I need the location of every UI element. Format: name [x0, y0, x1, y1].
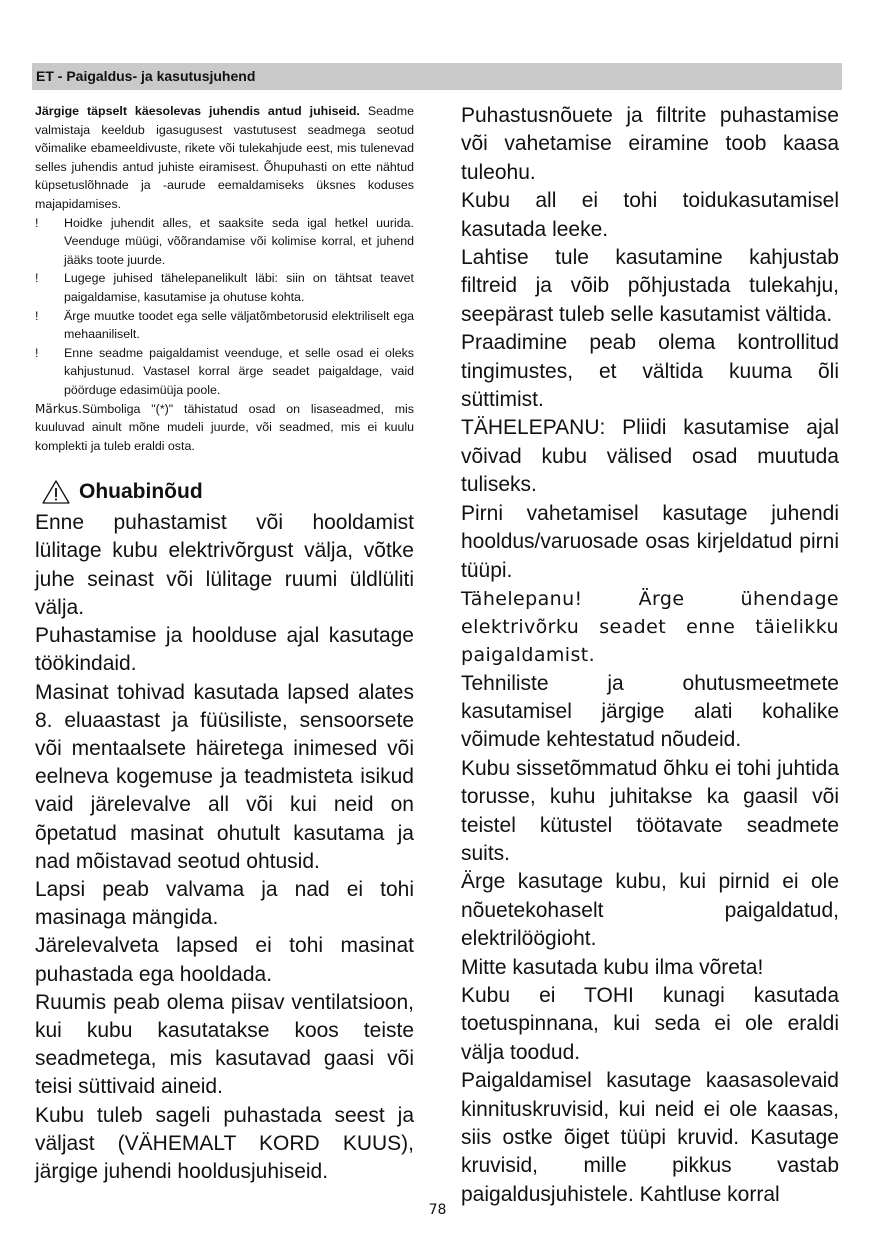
paragraph: Kubu ei TOHI kunagi kasutada toetuspinnana, kui seda ei ole eraldi välja toodud. — [461, 983, 839, 1064]
paragraph: Puhastamise ja hoolduse ajal kasutage töökindaid. — [35, 624, 414, 676]
intro-bold: Järgige täpselt käesolevas juhendis antud juhiseid. — [35, 104, 360, 118]
page-number: 78 — [428, 1202, 447, 1218]
list-item-text: Ärge muutke toodet ega selle väljatõmbetorusid elektriliselt ega mehaaniliselt. — [64, 308, 414, 342]
warning-title: Ohuabinõud — [79, 480, 203, 504]
list-item — [35, 344, 414, 400]
section-header-bar — [32, 63, 842, 90]
paragraph: Paigaldamisel kasutage kaasasolevaid kinnituskruvisid, kui neid ei ole kaasas, siis ostke õiget tüüpi kruvid. Kasutage kruvisid, mille pikkus vastab paigaldusjuhistele. Kahtluse korral — [461, 1069, 839, 1206]
list-item-text: Enne seadme paigaldamist veenduge, et selle osad ei oleks kahjustunud. Vastasel korral ärge seadet paigaldage, vaid pöörduge edasimüüja poole. — [64, 345, 414, 397]
paragraph: Praadimine peab olema kontrollitud tingimustes, et vältida kuuma õli süttimist. — [461, 331, 839, 412]
note-paragraph — [35, 400, 414, 456]
list-item — [35, 269, 414, 306]
bullet-list — [35, 214, 414, 400]
paragraph: Puhastusnõuete ja filtrite puhastamise või vahetamise eiramine toob kaasa tuleohu. — [461, 104, 839, 184]
warning-triangle-icon — [41, 479, 71, 505]
list-item — [35, 307, 414, 344]
paragraph: Kubu sissetõmmatud õhku ei tohi juhtida torusse, kuhu juhitakse ka gaasil või teistel kütustel töötavate seadmete suits. — [461, 756, 839, 865]
attention-paragraph: Tähelepanu! Ärge ühendage elektrivõrku seadet enne täielikku paigaldamist. — [461, 587, 839, 667]
exclamation-mark: ! — [35, 215, 39, 230]
paragraph: Kubu all ei tohi toidukasutamisel kasutada leeke. — [461, 189, 839, 241]
paragraph: Lahtise tule kasutamine kahjustab filtreid ja võib põhjustada tulekahju, seepärast tuleb selle kasutamist vältida. — [461, 246, 839, 326]
paragraph: TÄHELEPANU: Pliidi kasutamise ajal võivad kubu välised osad muutuda tuliseks. — [461, 416, 839, 497]
paragraph: Ärge kasutage kubu, kui pirnid ei ole nõuetekohaselt paigaldatud, elektrilöögioht. — [461, 870, 839, 951]
note-text: Sümboliga "(*)" tähistatud osad on lisaseadmed, mis kuuluvad ainult mõne mudeli juurde, või seadmed, mis ei kuulu komplekti ja tuleb eraldi osta. — [35, 401, 414, 453]
paragraph: Ruumis peab olema piisav ventilatsioon, kui kubu kasutatakse koos teiste seadmetega, mis kasutavad gaasi või teisi süttivaid aineid. — [35, 990, 414, 1099]
paragraph: Masinat tohivad kasutada lapsed alates 8. eluaastast ja füüsiliste, sensoorsete või mentaalsete häiretega inimesed või eelneva kogemuse ja teadmisteta isikud vaid järelevalve all või kui neid on õpetatud masinat ohutult kasutama ja nad mõistavad seotud ohtusid. — [35, 680, 414, 873]
paragraph: Enne puhastamist või hooldamist lülitage kubu elektrivõrgust välja, võtke juhe seinast või lülitage ruumi üldlüliti välja. — [35, 511, 414, 619]
warning-heading — [35, 477, 414, 507]
section-title: ET - Paigaldus- ja kasutusjuhend — [36, 68, 256, 84]
intro-text: Seadme valmistaja keeldub igasugusest vastutusest seadmega seotud võimalike ebameeldivuste, rikete või tulekahjude eest, mis tulenevad selles juhendis antud juhiste eiramisest. Õhupuhasti on ette nähtud küpsetuslõhnade ja -aurude eemaldamiseks üksnes koduses majapidamises. — [35, 104, 415, 211]
intro-paragraph — [35, 102, 414, 214]
exclamation-mark: ! — [35, 271, 39, 286]
paragraph: Pirni vahetamisel kasutage juhendi hooldus/varuosade osas kirjeldatud pirni tüüpi. — [461, 501, 839, 582]
exclamation-mark: ! — [35, 308, 39, 323]
paragraph: Järelevalveta lapsed ei tohi masinat puhastada ega hooldada. — [35, 934, 414, 986]
list-item-text: Hoidke juhendit alles, et saaksite seda igal hetkel uurida. Veenduge müügi, võõrandamise või kolimise korral, et juhend jääks toote juurde. — [64, 215, 414, 267]
right-column — [461, 102, 839, 1209]
exclamation-mark: ! — [35, 345, 39, 360]
paragraph: Lapsi peab valvama ja nad ei tohi masinaga mängida. — [35, 877, 414, 930]
list-item — [35, 214, 414, 270]
paragraph: Mitte kasutada kubu ilma võreta! — [461, 955, 764, 979]
note-label: Märkus. — [35, 401, 82, 416]
paragraph: Tehniliste ja ohutusmeetmete kasutamisel järgige alati kohalike võimude kehtestatud nõudeid. — [461, 671, 839, 752]
list-item-text: Lugege juhised tähelepanelikult läbi: siin on tähtsat teavet paigaldamise, kasutamise ja ohutuse kohta. — [64, 271, 414, 304]
left-column — [35, 102, 414, 1186]
paragraph: Kubu tuleb sageli puhastada seest ja väljast (VÄHEMALT KORD KUUS), järgige juhendi hooldusjuhiseid. — [35, 1103, 414, 1183]
